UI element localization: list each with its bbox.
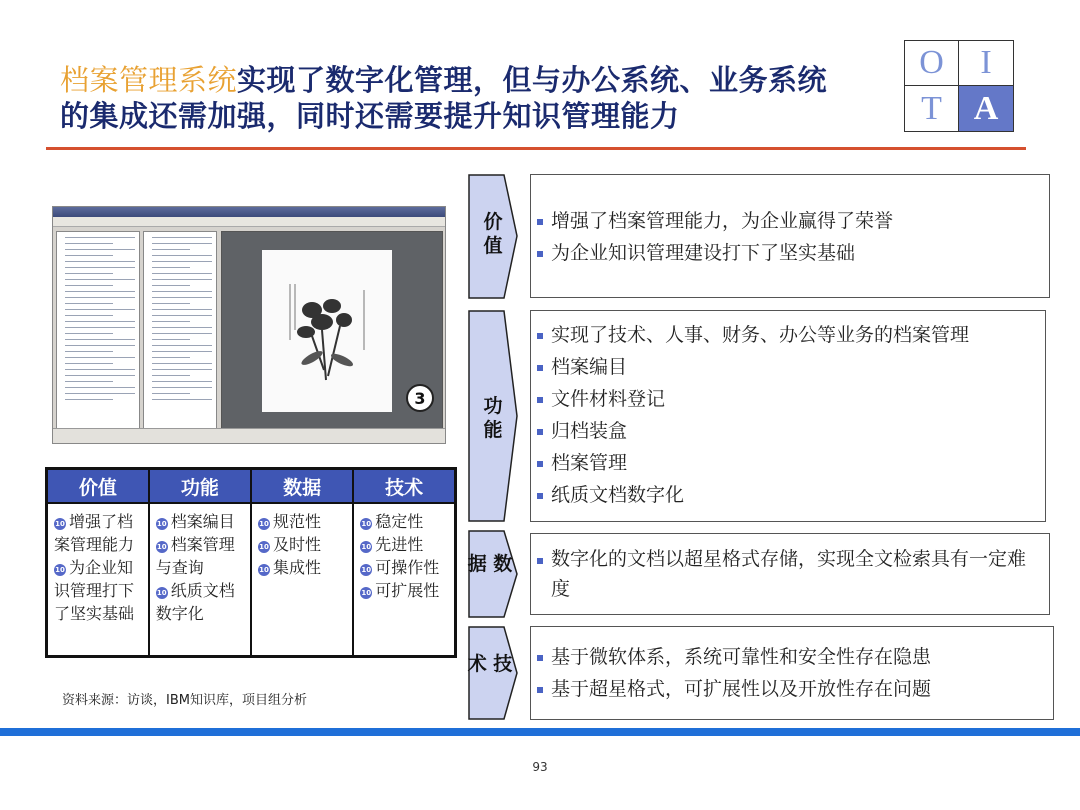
list-item: 档案编目 <box>531 351 1045 383</box>
section-label-function-top: 功 <box>483 395 503 417</box>
cell-item: 增强了档案管理能力 <box>54 512 135 554</box>
bullet-icon: 10 <box>361 543 372 551</box>
cell-item: 集成性 <box>273 558 322 577</box>
bullet-icon: 10 <box>361 589 372 597</box>
cell-item: 规范性 <box>273 512 322 531</box>
chevron-data <box>468 530 518 618</box>
list-item: 基于超星格式，可扩展性以及开放性存在问题 <box>531 673 1053 705</box>
system-screenshot <box>52 206 446 444</box>
logo-i: I <box>959 41 1013 86</box>
bullet-icon: 10 <box>156 520 167 528</box>
section-label-tech: 术 技 <box>467 653 513 675</box>
list-item: 档案管理 <box>531 447 1045 479</box>
section-label-data: 据 数 <box>467 553 513 575</box>
page-title <box>60 62 900 134</box>
list-item: 实现了技术、人事、财务、办公等业务的档案管理 <box>531 319 1045 351</box>
title-divider <box>46 147 1026 150</box>
table-header-tech: 技术 <box>353 469 455 504</box>
cell-item: 及时性 <box>273 535 322 554</box>
bullet-icon: 10 <box>361 520 372 528</box>
title-rest: 实现了数字化管理，但与办公系统、业务系统 <box>237 63 828 97</box>
bullet-icon: 10 <box>361 566 372 574</box>
bullet-icon: 10 <box>156 589 167 597</box>
section-box-tech <box>530 626 1054 720</box>
bullet-icon: 10 <box>156 543 167 551</box>
screenshot-preview-pane <box>221 231 443 429</box>
section-label-value-bottom: 值 <box>483 235 503 257</box>
table-cell-value <box>47 503 149 657</box>
bullet-icon: 10 <box>259 566 269 574</box>
cell-item: 可操作性 <box>375 558 440 577</box>
source-note: 资料来源：访谈，IBM知识库，项目组分析 <box>62 693 307 708</box>
list-item: 增强了档案管理能力，为企业赢得了荣誉 <box>531 205 1049 237</box>
document-page <box>262 250 392 412</box>
bullet-icon: 10 <box>55 566 65 574</box>
section-label-value-top: 价 <box>483 211 503 233</box>
list-item: 基于微软体系，系统可靠性和安全性存在隐患 <box>531 641 1053 673</box>
table-cell-function <box>149 503 251 657</box>
table-header-value: 价值 <box>47 469 149 504</box>
figure-badge: 3 <box>406 384 434 412</box>
cell-item: 为企业知识管理打下了坚实基础 <box>54 558 135 623</box>
section-box-function <box>530 310 1046 522</box>
logo-t: T <box>905 86 959 131</box>
screenshot-list-pane <box>143 231 217 429</box>
bullet-icon: 10 <box>259 520 269 528</box>
list-item: 文件材料登记 <box>531 383 1045 415</box>
section-box-value <box>530 174 1050 298</box>
screenshot-menubar <box>53 217 445 227</box>
section-label-function-bottom: 能 <box>483 419 503 441</box>
section-box-data <box>530 533 1050 615</box>
footer-bar <box>0 728 1080 736</box>
table-cell-data <box>251 503 353 657</box>
flower-painting-icon <box>282 280 372 390</box>
list-item: 归档装盒 <box>531 415 1045 447</box>
cell-item: 稳定性 <box>375 512 424 531</box>
cell-item: 可扩展性 <box>375 581 440 600</box>
cell-item: 档案管理与查询 <box>155 535 235 577</box>
table-cell-tech <box>353 503 455 657</box>
cell-item: 档案编目 <box>170 512 235 531</box>
list-item: 为企业知识管理建设打下了坚实基础 <box>531 237 1049 269</box>
list-item: 纸质文档数字化 <box>531 479 1045 511</box>
summary-table <box>45 467 457 658</box>
chevron-value <box>468 174 518 299</box>
page-number: 93 <box>532 760 548 774</box>
table-header-data: 数据 <box>251 469 353 504</box>
logo-o: O <box>905 41 959 86</box>
title-lead: 档案管理系统 <box>60 63 238 97</box>
bullet-icon: 10 <box>259 543 269 551</box>
logo-a: A <box>959 86 1013 131</box>
table-header-function: 功能 <box>149 469 251 504</box>
screenshot-titlebar <box>53 207 445 217</box>
chevron-function <box>468 310 518 522</box>
chevron-tech <box>468 626 518 720</box>
bullet-icon: 10 <box>55 520 65 528</box>
screenshot-tree-pane <box>56 231 140 429</box>
list-item: 数字化的文档以超星格式存储，实现全文检索具有一定难度 <box>531 544 1039 604</box>
screenshot-statusbar <box>53 428 445 443</box>
cell-item: 先进性 <box>375 535 424 554</box>
cell-item: 纸质文档数字化 <box>155 581 235 623</box>
oita-logo <box>904 40 1014 132</box>
title-line2: 的集成还需加强，同时还需要提升知识管理能力 <box>60 99 680 133</box>
